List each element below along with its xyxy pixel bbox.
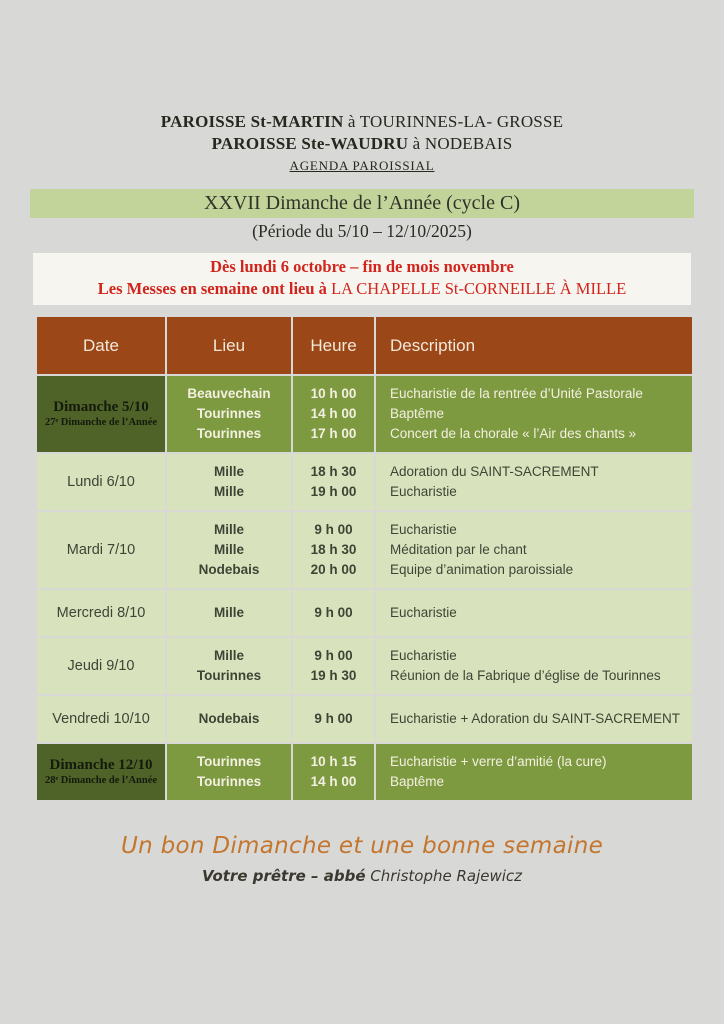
lieu-value: Tourinnes <box>196 406 262 421</box>
lieu-value: Tourinnes <box>196 774 262 789</box>
lieu-cell <box>167 454 291 510</box>
parish-location-2: à NODEBAIS <box>408 134 513 153</box>
lieu-value: Mille <box>213 542 244 557</box>
lieu-value: Tourinnes <box>196 754 262 769</box>
date-cell <box>37 376 165 452</box>
footer-signature-role: Votre prêtre – abbé <box>201 867 366 885</box>
document-footer <box>0 831 724 887</box>
heure-cell <box>293 696 374 742</box>
description-value: Eucharistie <box>390 648 457 663</box>
lieu-value: Mille <box>213 522 244 537</box>
heure-value: 14 h 00 <box>310 406 357 421</box>
parish-location-1: à TOURINNES-LA- GROSSE <box>343 112 564 131</box>
lieu-value: Nodebais <box>198 711 260 726</box>
schedule-row <box>37 590 692 636</box>
heure-value: 9 h 00 <box>314 522 353 537</box>
description-value: Concert de la chorale « l’Air des chants » <box>390 426 637 441</box>
description-value: Baptême <box>390 406 445 421</box>
date-cell <box>37 696 165 742</box>
heure-cell <box>293 512 374 588</box>
lieu-value: Nodebais <box>198 562 260 577</box>
date-label: Dimanche 5/10 <box>53 399 149 415</box>
agenda-subtitle: AGENDA PAROISSIAL <box>289 158 435 173</box>
date-note: 27ᵉ Dimanche de l’Année <box>44 417 158 428</box>
column-header-heure: Heure <box>293 317 374 374</box>
period-line: (Période du 5/10 – 12/10/2025) <box>252 221 472 241</box>
notice-line-2-bold: Les Messes en semaine ont lieu à <box>97 279 327 298</box>
heure-cell <box>293 638 374 694</box>
lieu-cell <box>167 590 291 636</box>
description-value: Adoration du SAINT-SACREMENT <box>390 464 599 479</box>
parish-name-1: PAROISSE St-MARTIN <box>160 112 344 131</box>
heure-value: 19 h 00 <box>310 484 357 499</box>
date-label: Jeudi 9/10 <box>67 658 135 674</box>
parish-line-1 <box>0 111 724 133</box>
date-label: Vendredi 10/10 <box>52 711 150 727</box>
description-value: Eucharistie <box>390 484 457 499</box>
heure-cell <box>293 744 374 800</box>
heure-value: 20 h 00 <box>310 562 357 577</box>
heure-value: 17 h 00 <box>310 426 357 441</box>
schedule-row <box>37 512 692 588</box>
heure-value: 18 h 30 <box>310 542 357 557</box>
heure-cell <box>293 376 374 452</box>
column-header-date: Date <box>37 317 165 374</box>
description-value: Réunion de la Fabrique d’église de Tourinnes <box>390 668 661 683</box>
lieu-cell <box>167 638 291 694</box>
description-cell <box>376 590 692 636</box>
date-label: Mardi 7/10 <box>66 542 136 558</box>
description-value: Méditation par le chant <box>390 542 527 557</box>
heure-value: 9 h 00 <box>314 648 353 663</box>
description-cell <box>376 744 692 800</box>
date-label: Mercredi 8/10 <box>56 605 146 621</box>
lieu-value: Mille <box>213 464 244 479</box>
description-cell <box>376 454 692 510</box>
week-banner <box>30 189 694 218</box>
description-value: Eucharistie + verre d’amitié (la cure) <box>390 754 607 769</box>
description-value: Eucharistie + Adoration du SAINT-SACREMENT <box>390 711 680 726</box>
column-header-description: Description <box>376 317 692 374</box>
description-cell <box>376 696 692 742</box>
lieu-value: Mille <box>213 484 244 499</box>
lieu-value: Tourinnes <box>196 668 262 683</box>
lieu-value: Mille <box>213 648 244 663</box>
schedule-row <box>37 696 692 742</box>
footer-signature-name: Christophe Rajewicz <box>365 867 523 885</box>
lieu-value: Mille <box>213 605 244 620</box>
date-label: Lundi 6/10 <box>67 474 135 490</box>
description-value: Equipe d’animation paroissiale <box>390 562 574 577</box>
date-cell <box>37 454 165 510</box>
heure-value: 19 h 30 <box>310 668 357 683</box>
schedule-table <box>37 317 692 800</box>
notice-box <box>33 253 691 305</box>
notice-line-1: Dès lundi 6 octobre – fin de mois novembre <box>210 257 514 276</box>
schedule-row <box>37 638 692 694</box>
description-value: Baptême <box>390 774 445 789</box>
description-cell <box>376 638 692 694</box>
description-value: Eucharistie <box>390 605 457 620</box>
date-cell <box>37 744 165 800</box>
heure-value: 9 h 00 <box>314 711 353 726</box>
description-cell <box>376 376 692 452</box>
heure-value: 10 h 00 <box>310 386 357 401</box>
parish-line-2 <box>0 133 724 155</box>
lieu-cell <box>167 744 291 800</box>
parish-name-2: PAROISSE Ste-WAUDRU <box>211 134 409 153</box>
date-label: Dimanche 12/10 <box>49 757 153 773</box>
lieu-value: Beauvechain <box>187 386 271 401</box>
date-cell <box>37 512 165 588</box>
heure-value: 14 h 00 <box>310 774 357 789</box>
date-cell <box>37 638 165 694</box>
heure-value: 10 h 15 <box>310 754 357 769</box>
lieu-value: Tourinnes <box>196 426 262 441</box>
date-note: 28ᵉ Dimanche de l’Année <box>44 775 158 786</box>
lieu-cell <box>167 512 291 588</box>
lieu-cell <box>167 696 291 742</box>
heure-value: 18 h 30 <box>310 464 357 479</box>
notice-line-2 <box>33 278 691 300</box>
schedule-row <box>37 744 692 800</box>
week-title: XXVII Dimanche de l’Année (cycle C) <box>204 192 520 214</box>
description-cell <box>376 512 692 588</box>
description-value: Eucharistie de la rentrée d’Unité Pastorale <box>390 386 643 401</box>
column-header-lieu: Lieu <box>167 317 291 374</box>
footer-signature <box>0 865 724 887</box>
lieu-cell <box>167 376 291 452</box>
notice-line-2-rest: LA CHAPELLE St-CORNEILLE À MILLE <box>326 279 627 298</box>
date-cell <box>37 590 165 636</box>
schedule-row <box>37 376 692 452</box>
schedule-header-row <box>37 317 692 374</box>
document-header <box>0 0 724 176</box>
heure-value: 9 h 00 <box>314 605 353 620</box>
description-value: Eucharistie <box>390 522 457 537</box>
heure-cell <box>293 590 374 636</box>
heure-cell <box>293 454 374 510</box>
schedule-row <box>37 454 692 510</box>
footer-message: Un bon Dimanche et une bonne semaine <box>120 833 604 859</box>
